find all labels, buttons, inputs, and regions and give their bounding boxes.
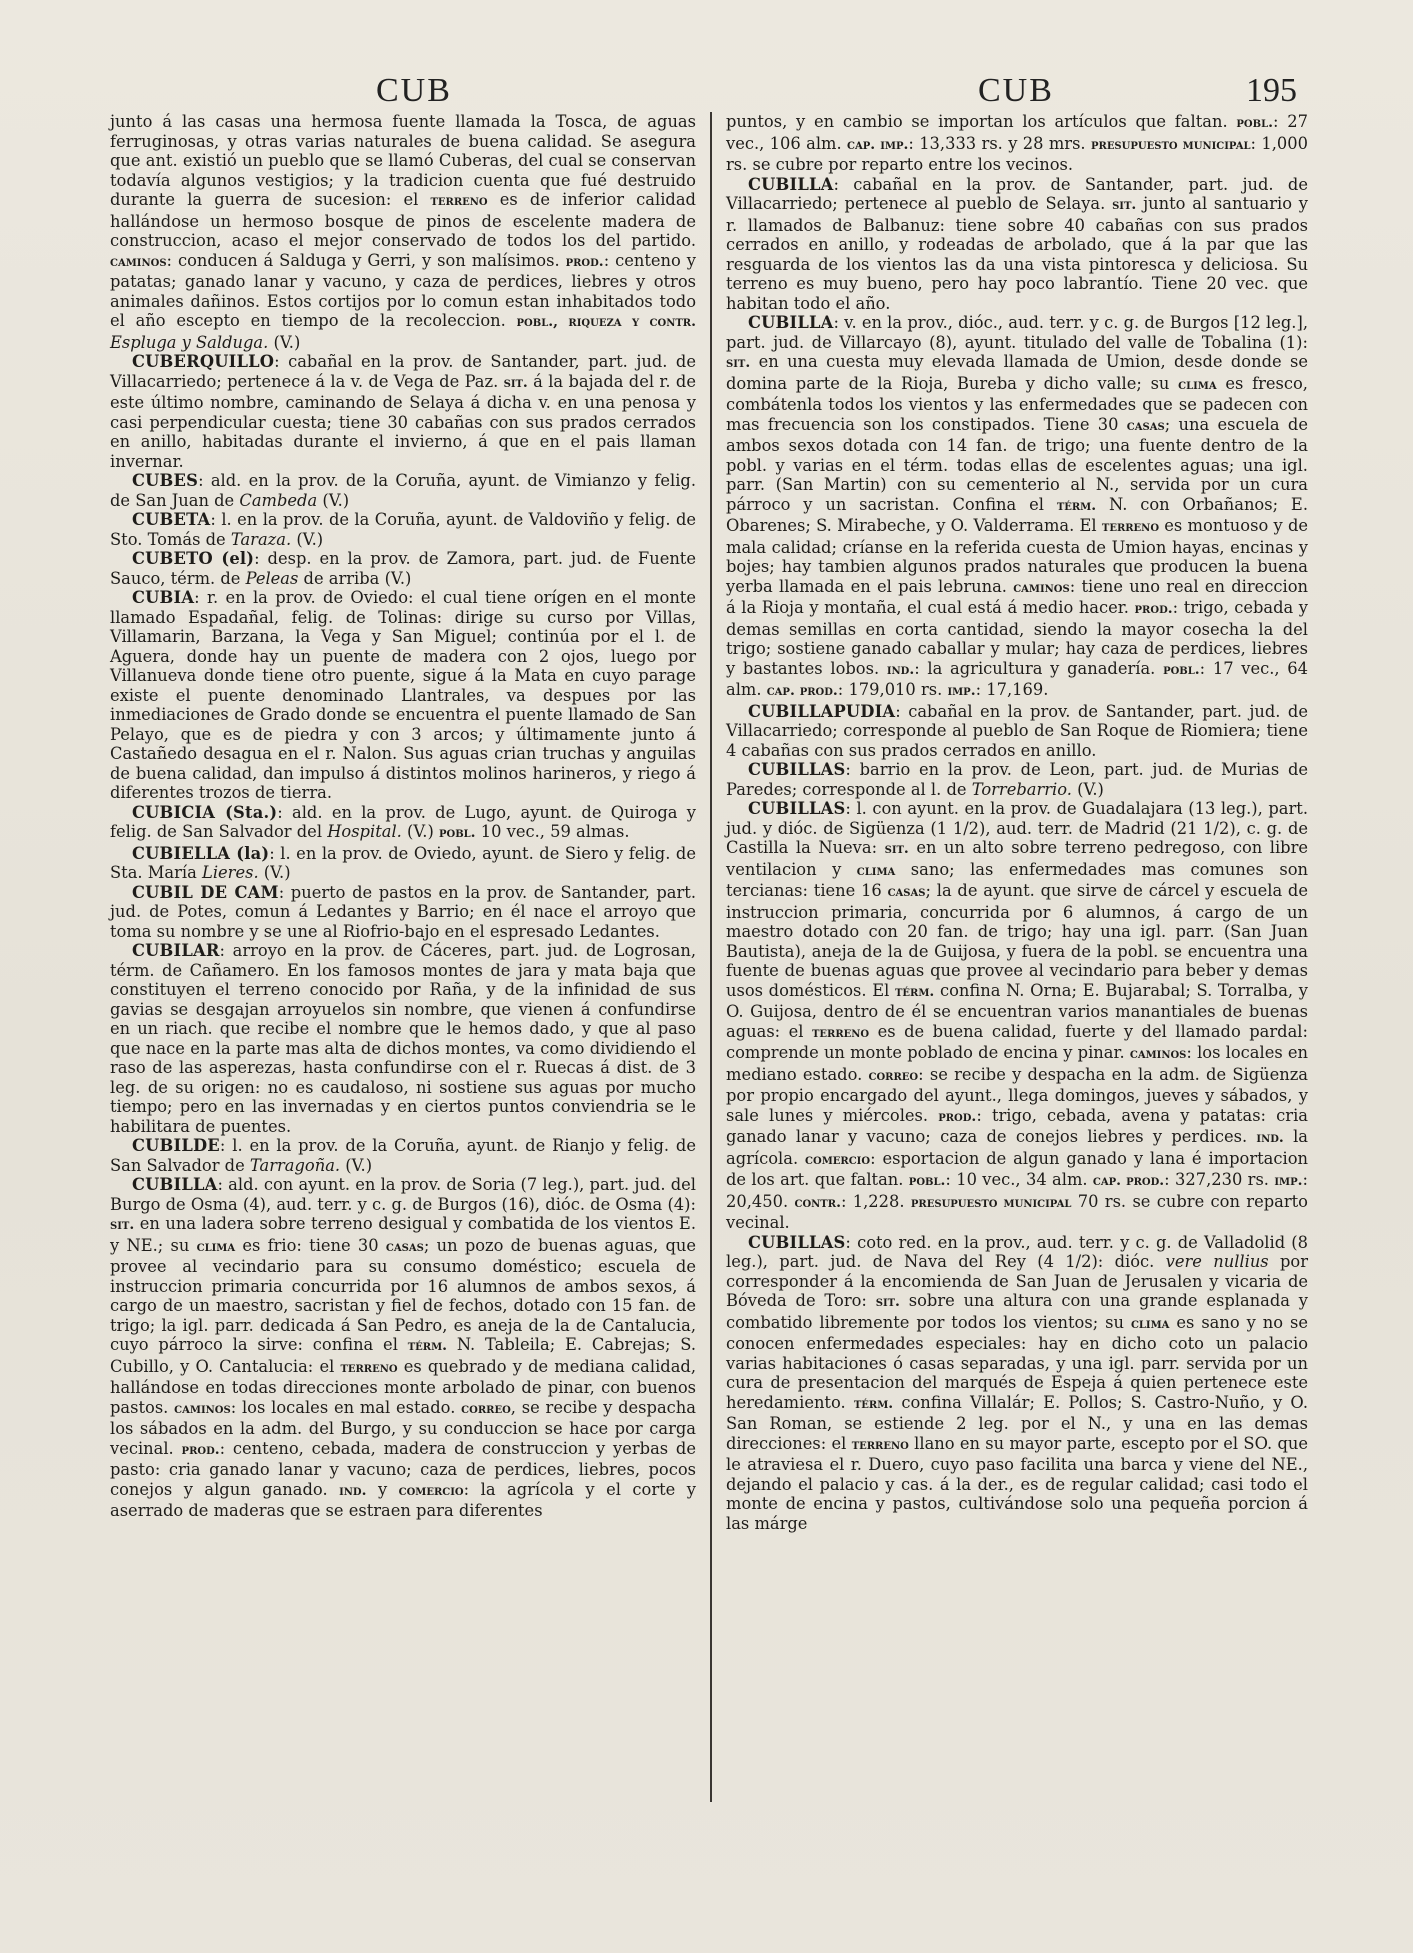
dictionary-entry (110, 510, 696, 549)
entry-text: sobre una altura con una grande esplanada y combatido libremente por todos los vientos; su (726, 1291, 1308, 1332)
entry-text: : tiene uno real en direccion á la Rioja y montaña, el cual está á medio hacer. (726, 576, 1309, 617)
entry-text: clima (196, 1238, 236, 1255)
entry-text: ; la de ayunt. que sirve de cárcel y escuela de instruccion primaria, concurrida por 6 alumnos, á cargo de un maestro dotado con 20 fan. de trigo; hay una igl. parr. (San Juan Bautista), aneja de la de Guijosa, y fuera de la pobl. se encuentra una fuente de buenas aguas que provee al vecindario para beber y demas usos domésticos. El (726, 881, 1308, 1000)
entry-text: vere nullius (1165, 1252, 1269, 1271)
dictionary-entry (110, 471, 696, 510)
entry-text: : 179,010 rs. (837, 680, 948, 699)
entry-text: correo (461, 1400, 511, 1417)
entry-text: es frio: tiene 30 (235, 1235, 386, 1255)
entry-text: terreno (851, 1436, 909, 1453)
entry-text: sit. (110, 1217, 135, 1233)
entry-headword: CUBETO (el) (132, 549, 255, 568)
entry-text: caminos (1129, 1046, 1187, 1062)
dictionary-entry (110, 883, 696, 942)
entry-text: presupuesto municipal (1090, 136, 1251, 153)
entry-text: cap. prod. (766, 683, 838, 699)
entry-text: : los locales en mal estado. (230, 1397, 462, 1417)
entry-text: : 27 vec., 106 alm. (726, 112, 1308, 153)
right-column (726, 112, 1308, 1533)
entry-text: térm. (894, 983, 935, 1000)
entry-text: sit. (726, 355, 751, 371)
entry-text: por corresponder á la encomienda de San Juan de Jerusalen y vicaria de Bóveda de Toro: (726, 1252, 1308, 1310)
entry-text: térm. (1056, 497, 1097, 514)
entry-text: confina N. Orna; E. Bujarabal; S. Torralba, y O. Guijosa, dentro de él se encuentran varios manantiales de buenas aguas: el (726, 980, 1308, 1041)
entry-headword: CUBES (132, 471, 199, 490)
entry-text: en un alto sobre terreno pedregoso, con libre ventilacion y (726, 838, 1308, 879)
entry-text: : cabañal en la prov. de Santander, part. jud. de Villacarriedo; pertenece al pueblo de Selaya. (726, 174, 1308, 213)
entry-text: junto al santuario y r. llamados de Balbanuz: tiene sobre 40 cabañas con sus prados cerrados en anillo, y rodeadas de arbolado, que á la par que las resguarda de los vientos las da una vista pintoresca y deliciosa. Su terreno es muy bueno, pero hay poco labrantío. Tiene 20 vec. que habitan todo el año. (726, 194, 1308, 313)
entry-text: : 10 vec., 34 alm. (945, 1170, 1093, 1189)
dictionary-entry (110, 1175, 696, 1521)
entry-text: : esportacion de algun ganado y lana é importacion de los art. que faltan. (726, 1148, 1308, 1189)
entry-text: , se recibe y despacha los sábados en la adm. del Burgo, y su conduccion se hace por carga vecinal. (110, 1397, 696, 1458)
entry-text: clima (856, 862, 896, 879)
entry-text: Taraza. (230, 529, 292, 549)
dictionary-entry (110, 1136, 696, 1175)
entry-text: puntos, y en cambio se importan los artículos que faltan. (726, 112, 1237, 131)
entry-text: ind. (339, 1482, 367, 1499)
entry-text: terreno (1101, 519, 1160, 535)
entry-headword: CUBERQUILLO (132, 352, 275, 371)
entry-text: á la bajada del r. de este último nombre, caminando de Selaya á dicha v. en una penosa y casi perpendicular cuesta; tiene 30 cabañas con sus prados cerrados en anillo, habitadas durante el invierno, á que en el pais llaman invernar. (110, 371, 696, 471)
entry-text: sit. (1112, 197, 1137, 213)
entry-text: es de buena calidad, fuerte y del llamado pardal: comprende un monte poblado de encina y pinar. (726, 1021, 1308, 1062)
entry-text: y (366, 1479, 399, 1499)
entry-text: Lieres. (202, 863, 259, 882)
entry-headword: CUBILLAS (748, 760, 846, 779)
entry-text: imp. (1274, 1173, 1303, 1189)
entry-text: comercio (805, 1151, 871, 1168)
entry-headword: CUBILLAS (748, 799, 846, 818)
left-column (110, 112, 696, 1521)
entry-text: prod. (565, 253, 604, 270)
entry-text: : la agrícola y el corte y aserrado de maderas que se estraen para diferentes (110, 1479, 696, 1520)
entry-text: es quebrado y de mediana calidad, hallándose en todas direcciones monte arbolado de pinar, con buenos pastos. (110, 1356, 697, 1417)
entry-text: : l. con ayunt. en la prov. de Guadalajara (13 leg.), part. jud. y dióc. de Sigüenza (1 1/2), aud. terr. de Madrid (21 1/2), c. g. de Castilla la Nueva: (726, 799, 1308, 857)
entry-text: caminos (110, 253, 167, 270)
entry-text: pobl. (908, 1173, 946, 1189)
entry-text: : centeno y patatas; ganado lanar y vacuno, y caza de perdices, liebres y otros animales dañinos. Estos cortijos por lo comun estan inhabitados todo el año escepto en tiempo de la recoleccion. (110, 250, 697, 330)
entry-headword: CUBIELLA (la) (132, 843, 270, 863)
entry-text: (V.) (317, 490, 350, 510)
entry-headword: CUBICIA (Sta.) (132, 802, 278, 822)
entry-text: sit. (503, 374, 528, 391)
dictionary-entry (110, 588, 696, 803)
entry-text: : trigo, cebada, avena y patatas: cria ganado lanar y vacuno; caza de conejos liebres y perdices. (726, 1105, 1308, 1146)
entry-text: : barrio en la prov. de Leon, part. jud. de Murias de Paredes; corresponde al l. de (726, 760, 1308, 799)
entry-text: llano en su mayor parte, escepto por el SO. que le atraviesa el r. Duero, cuyo paso facilita una barca y viene del NE., dejando el palacio y cas. á la der., es de regular calidad; casi todo el monte de encina y pastos, cultivándose solo una pequeña porcion á las márge (726, 1433, 1308, 1533)
entry-text: prod. (181, 1441, 220, 1458)
dictionary-entry (726, 112, 1308, 175)
entry-text: en una cuesta muy elevada llamada de Umion, desde donde se domina parte de la Rioja, Bureba y dicho valle; su (726, 352, 1308, 393)
entry-text: : 20,450. (726, 1170, 1308, 1211)
entry-text: presupuesto municipal (910, 1194, 1072, 1211)
entry-text: (V.) (268, 332, 301, 352)
entry-text: pobl. (438, 825, 476, 841)
entry-text: es de inferior calidad hallándose un hermoso bosque de pinos de escelente madera de construccion, acaso el mejor conservado de todos los del partido. (110, 190, 696, 250)
entry-text: térm. (853, 1395, 894, 1412)
entry-headword: CUBILLAS (748, 1232, 846, 1252)
running-head-left: CUB (376, 72, 452, 109)
entry-headword: CUBIL DE CAM (132, 882, 279, 902)
entry-text: caminos (174, 1400, 231, 1417)
entry-text: : l. en la prov. de la Coruña, ayunt. de Valdoviño y felig. de Sto. Tomás de (110, 510, 696, 549)
entry-text: (V.) (340, 1155, 373, 1175)
dictionary-entry (726, 313, 1308, 702)
entry-text: terreno (340, 1359, 398, 1376)
entry-text: en una ladera sobre terreno desigual y combatida de los vientos E. y NE.; su (110, 1214, 696, 1255)
entry-text: ind. (1256, 1130, 1284, 1146)
entry-text: es sano y no se conocen enfermedades especiales: hay en dicho coto un palacio varias habitaciones ó casas separadas, y una igl. parr. servida por un cura de presentacion del marqués de Espeja á quien pertenece este heredamiento. (726, 1312, 1308, 1412)
entry-text: cap. prod. (1092, 1173, 1165, 1189)
entry-text: : ald. con ayunt. en la prov. de Soria (7 leg.), part. jud. del Burgo de Osma (4), aud. terr. y c. g. de Burgos (16), dióc. de Osma (4): (110, 1175, 696, 1214)
entry-text: prod. (1134, 601, 1173, 617)
entry-text: casas (385, 1238, 424, 1255)
entry-text: (V.) (1071, 779, 1104, 799)
entry-text: ind. (886, 661, 915, 678)
entry-text: : ald. en la prov. de Lugo, ayunt. de Quiroga y felig. de San Salvador del (110, 802, 696, 841)
entry-text: sano; las enfermedades mas comunes son tercianas: tiene 16 (726, 859, 1308, 900)
entry-text: : l. en la prov. de Oviedo, ayunt. de Siero y felig. de Sta. María (110, 843, 696, 882)
entry-text: Torrebarrio. (971, 779, 1072, 799)
entry-text: : r. en la prov. de Oviedo: el cual tiene orígen en el monte llamado Espadañal, felig. de Tolinas: dirige su curso por Villas, Villamarin, Barzana, la Vega y San Miguel; continúa por el l. de Aguera, donde hay un puente de madera con 2 ojos, luego por Villanueva donde tiene otro puente, sigue á la Mata en cuyo parage existe el puente denominado Llantrales, va despues por las inmediaciones de Grado donde se encuentra el puente llamado de San Pelayo, que es de piedra y con 3 arcos; y últimamente junto á Castañedo desagua en el r. Nalon. Sus aguas crian truchas y anguilas de buena calidad, dan impulso á distintos molinos harineros, y riego á diferentes trozos de tierra. (110, 588, 696, 802)
entry-text: térm. (407, 1338, 448, 1354)
entry-headword: CUBIA (132, 588, 195, 607)
entry-text: : v. en la prov., dióc., aud. terr. y c. g. de Burgos [12 leg.], part. jud. de Villarcayo (8), ayunt. titulado del valle de Tobalina (1): (726, 313, 1308, 352)
entry-headword: CUBETA (132, 510, 211, 529)
page-number: 195 (1246, 72, 1297, 109)
entry-text: (V.) (401, 822, 439, 841)
entry-text: Tarragoña. (249, 1155, 341, 1175)
entry-headword: CUBILLA (132, 1175, 218, 1194)
entry-text: N. con Orbañanos; E. Obarenes; S. Mirabeche, y O. Valderrama. El (726, 494, 1308, 535)
entry-text: : trigo, cebada y demas semillas en corta cantidad, siendo la mayor cosecha la del trigo; sostiene ganado caballar y mular; hay caza de perdices, liebres y bastantes lobos. (726, 598, 1309, 678)
entry-text: sit. (875, 1294, 900, 1310)
entry-text: : ald. en la prov. de la Coruña, ayunt. de Vimianzo y felig. de San Juan de (110, 471, 696, 510)
entry-text: : la agricultura y ganadería. (914, 658, 1164, 678)
dictionary-entry (110, 549, 696, 588)
entry-text: : se recibe y despacha en la adm. de Sigüenza por propio encargado del ayunt., llega domingos, jueves y sábados, y sale lunes y miércoles. (726, 1064, 1309, 1125)
dictionary-entry (110, 941, 696, 1136)
entry-text: es fresco, combátenla todos los vientos y las enfermedades que se padecen con mas frecuencia son los constipados. Tiene 30 (726, 373, 1308, 434)
entry-text: contr. (794, 1194, 841, 1211)
entry-text: Peleas (245, 568, 299, 588)
dictionary-entry (110, 112, 696, 352)
entry-text: ; una escuela de ambos sexos dotada con 14 fan. de trigo; una fuente dentro de la pobl. y varias en el térm. todas ellas de escelentes aguas; una igl. parr. (San Martin) con su cementerio al N., servida por un cura párroco y un sacristan. Confina el (726, 414, 1308, 514)
entry-text: : 17,169. (975, 680, 1049, 699)
column-divider (710, 112, 712, 1802)
entry-text: : puerto de pastos en la prov. de Santander, part. jud. de Potes, comun á Ledantes y Barrio; en él nace el arroyo que toma su nombre y se une al Riofrio-bajo en el espresado Ledantes. (110, 882, 696, 941)
dictionary-entry (726, 760, 1308, 799)
entry-text: : los locales en mediano estado. (726, 1043, 1308, 1084)
entry-headword: CUBILLA (748, 174, 834, 194)
entry-text: Hospital. (327, 822, 402, 841)
dictionary-entry (110, 803, 696, 844)
entry-text: : conducen á Salduga y Gerri, y son malísimos. (166, 250, 566, 270)
entry-text: N. Tableila; E. Cabrejas; S. Cubillo, y O. Cantalucia: el (110, 1335, 696, 1376)
entry-text: : coto red. en la prov., aud. terr. y c. g. de Valladolid (8 leg.), part. jud. de Nava del Rey (4 1/2): dióc. (726, 1232, 1308, 1271)
entry-text: 10 vec., 59 almas. (475, 822, 630, 841)
entry-text: : centeno, cebada, madera de construccion y yerbas de pasto: cria ganado lanar y vacuno; caza de perdices, liebres, pocos conejos y algun ganado. (110, 1438, 696, 1499)
entry-text: clima (1130, 1315, 1170, 1332)
dictionary-entry (110, 352, 696, 471)
entry-text: : cabañal en la prov. de Santander, part. jud. de Villacarriedo; pertenece á la v. de Vega de Paz. (110, 352, 696, 391)
entry-text: : 13,333 rs. y 28 mrs. (908, 133, 1091, 153)
entry-text: : 1,228. (840, 1191, 911, 1211)
entry-text: : 17 vec., 64 alm. (726, 658, 1308, 699)
entry-headword: CUBILLA (748, 313, 834, 332)
entry-text: confina Villalár; E. Pollos; S. Castro-Nuño, y O. San Roman, se estiende 2 leg. por el N., y una en las demas direcciones: el (726, 1392, 1308, 1453)
dictionary-entry (726, 175, 1308, 314)
entry-text: (V.) (291, 529, 324, 549)
dictionary-entry (726, 1233, 1308, 1534)
entry-text: : l. en la prov. de la Coruña, ayunt. de Rianjo y felig. de San Salvador de (110, 1136, 696, 1175)
entry-text: : cabañal en la prov. de Santander, part. jud. de Villacarriedo; corresponde al pueblo de San Roque de Riomiera; tiene 4 cabañas con sus prados cerrados en anillo. (726, 701, 1308, 760)
dictionary-entry (726, 799, 1308, 1233)
entry-text: : desp. en la prov. de Zamora, part. jud. de Fuente Sauco, térm. de (110, 549, 696, 588)
entry-text: (V.) (258, 863, 291, 882)
entry-text: : arroyo en la prov. de Cáceres, part. jud. de Logrosan, térm. de Cañamero. En los famosos montes de jara y mata baja que constituyen el terreno conocido por Raña, y de la infinidad de sus gavias se desgajan arroyuelos sin nombre, que vienen á confundirse en un riach. que recibe el nombre que le hemos dado, y que al paso que nace en la parte mas alta de dichos montes, va como dividiendo el raso de las asperezas, hasta confundirse con el r. Ruecas á dist. de 3 leg. de su origen: no es caudaloso, ni sostiene sus aguas por mucho tiempo; pero en las invernadas y en ciertos puntos conviendria se le habilitara de puentes. (110, 941, 696, 1136)
entry-text: es montuoso y de mala calidad; críanse en la referida cuesta de Umion hayas, encinas y bojes; hay tambien algunos prados naturales que producen la buena yerba llamada en el pais lebruna. (726, 516, 1308, 596)
entry-text: caminos (1013, 579, 1070, 596)
entry-text: casas (1126, 417, 1165, 434)
entry-headword: CUBILAR (132, 941, 220, 960)
entry-text: comercio (398, 1482, 464, 1499)
entry-text: ; un pozo de buenas aguas, que provee al vecindario para su consumo doméstico; escuela de instruccion primaria concurrida por 16 alumnos de ambos sexos, á cargo de un maestro, sacristan y fiel de fechos, dotado con 15 fan. de trigo; la igl. parr. dedicada á San Pedro, es aneja de la de Cantalucia, cuyo párroco la sirve: confina el (110, 1235, 696, 1354)
entry-text: imp. (947, 683, 976, 699)
running-head-right: CUB (978, 72, 1054, 109)
entry-text: sit. (884, 841, 909, 857)
entry-headword: CUBILLAPUDIA (748, 701, 896, 721)
entry-text: cap. imp. (847, 136, 909, 153)
entry-text: Cambeda (239, 490, 318, 510)
dictionary-entry (726, 702, 1308, 761)
entry-text: terreno (811, 1024, 870, 1041)
entry-text: prod. (938, 1108, 977, 1125)
entry-text: pobl. (1236, 115, 1273, 131)
entry-text: Espluga y Salduga. (110, 332, 269, 352)
entry-text: la agrícola. (726, 1127, 1308, 1168)
entry-text: de arriba (V.) (298, 568, 412, 588)
entry-text: casas (887, 884, 926, 900)
entry-text: : 1,000 rs. se cubre por reparto entre los vecinos. (726, 133, 1308, 174)
entry-text: pobl. (1163, 661, 1200, 678)
entry-text: 70 rs. se cubre con reparto vecinal. (726, 1191, 1308, 1232)
entry-headword: CUBILDE (132, 1136, 220, 1155)
entry-text: junto á las casas una hermosa fuente llamada la Tosca, de aguas ferruginosas, y otras varias naturales de buena calidad. Se asegura que ant. existió un pueblo que se llamó Cuberas, del cual se conservan todavía algunos vestigios; y la tradicion cuenta que fué destruido durante la guerra de sucesion: el (110, 112, 696, 209)
entry-text: correo (868, 1067, 919, 1084)
entry-text: : 327,230 rs. (1164, 1170, 1275, 1189)
entry-text: terreno (430, 193, 488, 209)
dictionary-entry (110, 844, 696, 883)
entry-text: clima (1178, 376, 1217, 393)
entry-text: pobl., riqueza y contr. (516, 314, 696, 330)
